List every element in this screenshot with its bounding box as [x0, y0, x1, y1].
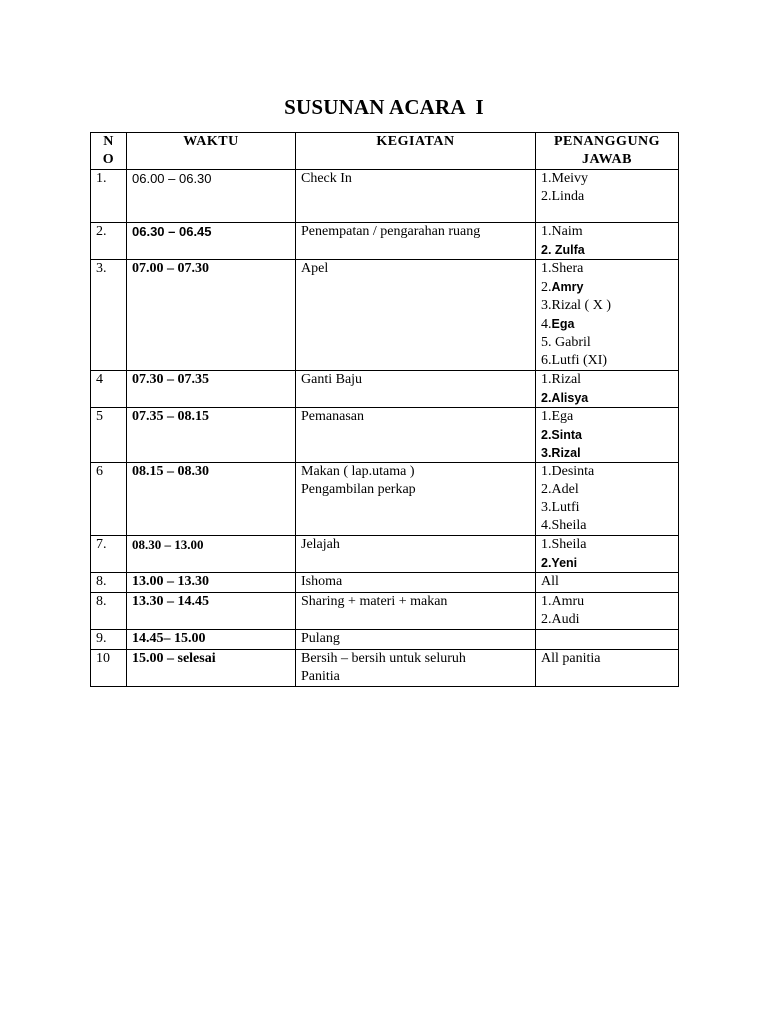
row-waktu: 15.00 – selesai — [127, 650, 296, 687]
kegiatan-line: Ganti Baju — [301, 372, 363, 387]
table-row — [91, 536, 679, 573]
row-penanggung-jawab — [536, 260, 679, 371]
row-number: 10 — [91, 650, 127, 687]
penanggung-jawab-line: 2.Adel — [541, 482, 579, 497]
penanggung-jawab-line: 2. Zulfa — [541, 243, 585, 257]
penanggung-jawab-line: 6.Lutfi (XI) — [541, 353, 608, 368]
table-row — [91, 260, 679, 371]
penanggung-jawab-line: All — [541, 574, 559, 589]
penanggung-jawab-line: 2.Yeni — [541, 556, 578, 570]
schedule-table — [90, 132, 679, 687]
row-penanggung-jawab — [536, 630, 679, 650]
schedule-body — [91, 170, 679, 687]
row-kegiatan — [296, 536, 536, 573]
kegiatan-line: Sharing + materi + makan — [301, 594, 448, 609]
penanggung-jawab-line: 5. Gabril — [541, 335, 591, 350]
table-row — [91, 630, 679, 650]
row-number: 2. — [91, 223, 127, 260]
row-penanggung-jawab — [536, 573, 679, 593]
penanggung-jawab-line: 1.Amru — [541, 594, 585, 609]
header-penanggung-jawab — [536, 133, 679, 170]
row-number: 9. — [91, 630, 127, 650]
row-kegiatan — [296, 170, 536, 223]
kegiatan-line: Check In — [301, 171, 352, 186]
row-kegiatan — [296, 463, 536, 536]
header-pj-line2: JAWAB — [582, 152, 632, 167]
row-waktu: 08.15 – 08.30 — [127, 463, 296, 536]
row-penanggung-jawab — [536, 223, 679, 260]
table-row — [91, 170, 679, 223]
row-penanggung-jawab — [536, 371, 679, 408]
row-number: 8. — [91, 573, 127, 593]
penanggung-jawab-line: 2.Audi — [541, 612, 580, 627]
row-number: 5 — [91, 408, 127, 463]
row-penanggung-jawab — [536, 593, 679, 630]
row-waktu: 14.45– 15.00 — [127, 630, 296, 650]
kegiatan-line: Bersih – bersih untuk seluruh — [301, 651, 466, 666]
penanggung-jawab-line: All panitia — [541, 651, 601, 666]
row-waktu: 07.35 – 08.15 — [127, 408, 296, 463]
row-number: 6 — [91, 463, 127, 536]
penanggung-jawab-line: 1.Sheila — [541, 537, 587, 552]
row-waktu: 06.30 – 06.45 — [127, 223, 296, 260]
penanggung-jawab-line: 1.Rizal — [541, 372, 582, 387]
kegiatan-line: Jelajah — [301, 537, 340, 552]
header-no-line2: O — [102, 152, 115, 167]
row-waktu: 13.00 – 13.30 — [127, 573, 296, 593]
kegiatan-line: Pemanasan — [301, 409, 364, 424]
row-penanggung-jawab — [536, 463, 679, 536]
row-kegiatan — [296, 223, 536, 260]
kegiatan-line: Makan ( lap.utama ) — [301, 464, 415, 479]
row-kegiatan — [296, 371, 536, 408]
row-waktu: 06.00 – 06.30 — [127, 170, 296, 223]
row-waktu: 07.30 – 07.35 — [127, 371, 296, 408]
row-number: 7. — [91, 536, 127, 573]
penanggung-jawab-line: 1.Desinta — [541, 464, 595, 479]
table-row — [91, 371, 679, 408]
penanggung-jawab-line: 2.Sinta — [541, 428, 582, 442]
table-row — [91, 650, 679, 687]
header-pj-line1: PENANGGUNG — [553, 134, 661, 149]
kegiatan-line: Panitia — [301, 669, 340, 684]
table-row — [91, 223, 679, 260]
row-waktu: 08.30 – 13.00 — [127, 536, 296, 573]
penanggung-jawab-line: 1.Ega — [541, 409, 574, 424]
row-number: 4 — [91, 371, 127, 408]
header-waktu: WAKTU — [127, 133, 296, 170]
table-row — [91, 593, 679, 630]
penanggung-jawab-line: 2.Alisya — [541, 391, 589, 405]
row-kegiatan — [296, 260, 536, 371]
row-kegiatan — [296, 630, 536, 650]
penanggung-jawab-line: 3.Rizal — [541, 446, 581, 460]
row-waktu: 13.30 – 14.45 — [127, 593, 296, 630]
row-kegiatan — [296, 593, 536, 630]
row-kegiatan — [296, 573, 536, 593]
penanggung-jawab-line: 2.Amry — [541, 280, 584, 295]
row-penanggung-jawab — [536, 536, 679, 573]
kegiatan-line: Pengambilan perkap — [301, 482, 416, 497]
row-penanggung-jawab — [536, 408, 679, 463]
table-row — [91, 408, 679, 463]
kegiatan-line: Penempatan / pengarahan ruang — [301, 224, 481, 239]
penanggung-jawab-line: 4.Sheila — [541, 518, 587, 533]
row-kegiatan — [296, 650, 536, 687]
row-penanggung-jawab — [536, 650, 679, 687]
table-row — [91, 463, 679, 536]
kegiatan-line: Ishoma — [301, 574, 343, 589]
penanggung-jawab-line: 1.Shera — [541, 261, 584, 276]
row-kegiatan — [296, 408, 536, 463]
header-no — [91, 133, 127, 170]
row-number: 1. — [91, 170, 127, 223]
kegiatan-line: Apel — [301, 261, 329, 276]
header-kegiatan: KEGIATAN — [296, 133, 536, 170]
penanggung-jawab-line: 1.Meivy — [541, 171, 589, 186]
penanggung-jawab-line: 4.Ega — [541, 317, 575, 332]
header-no-line1: N — [103, 134, 114, 149]
row-waktu: 07.00 – 07.30 — [127, 260, 296, 371]
document-title: SUSUNAN ACARA I — [284, 95, 484, 119]
row-number: 3. — [91, 260, 127, 371]
row-penanggung-jawab — [536, 170, 679, 223]
penanggung-jawab-line: 1.Naim — [541, 224, 583, 239]
kegiatan-line: Pulang — [301, 631, 340, 646]
header-row — [91, 133, 679, 170]
penanggung-jawab-line: 3.Lutfi — [541, 500, 580, 515]
table-row — [91, 573, 679, 593]
row-number: 8. — [91, 593, 127, 630]
penanggung-jawab-line: 3.Rizal ( X ) — [541, 298, 611, 313]
penanggung-jawab-line: 2.Linda — [541, 189, 585, 204]
